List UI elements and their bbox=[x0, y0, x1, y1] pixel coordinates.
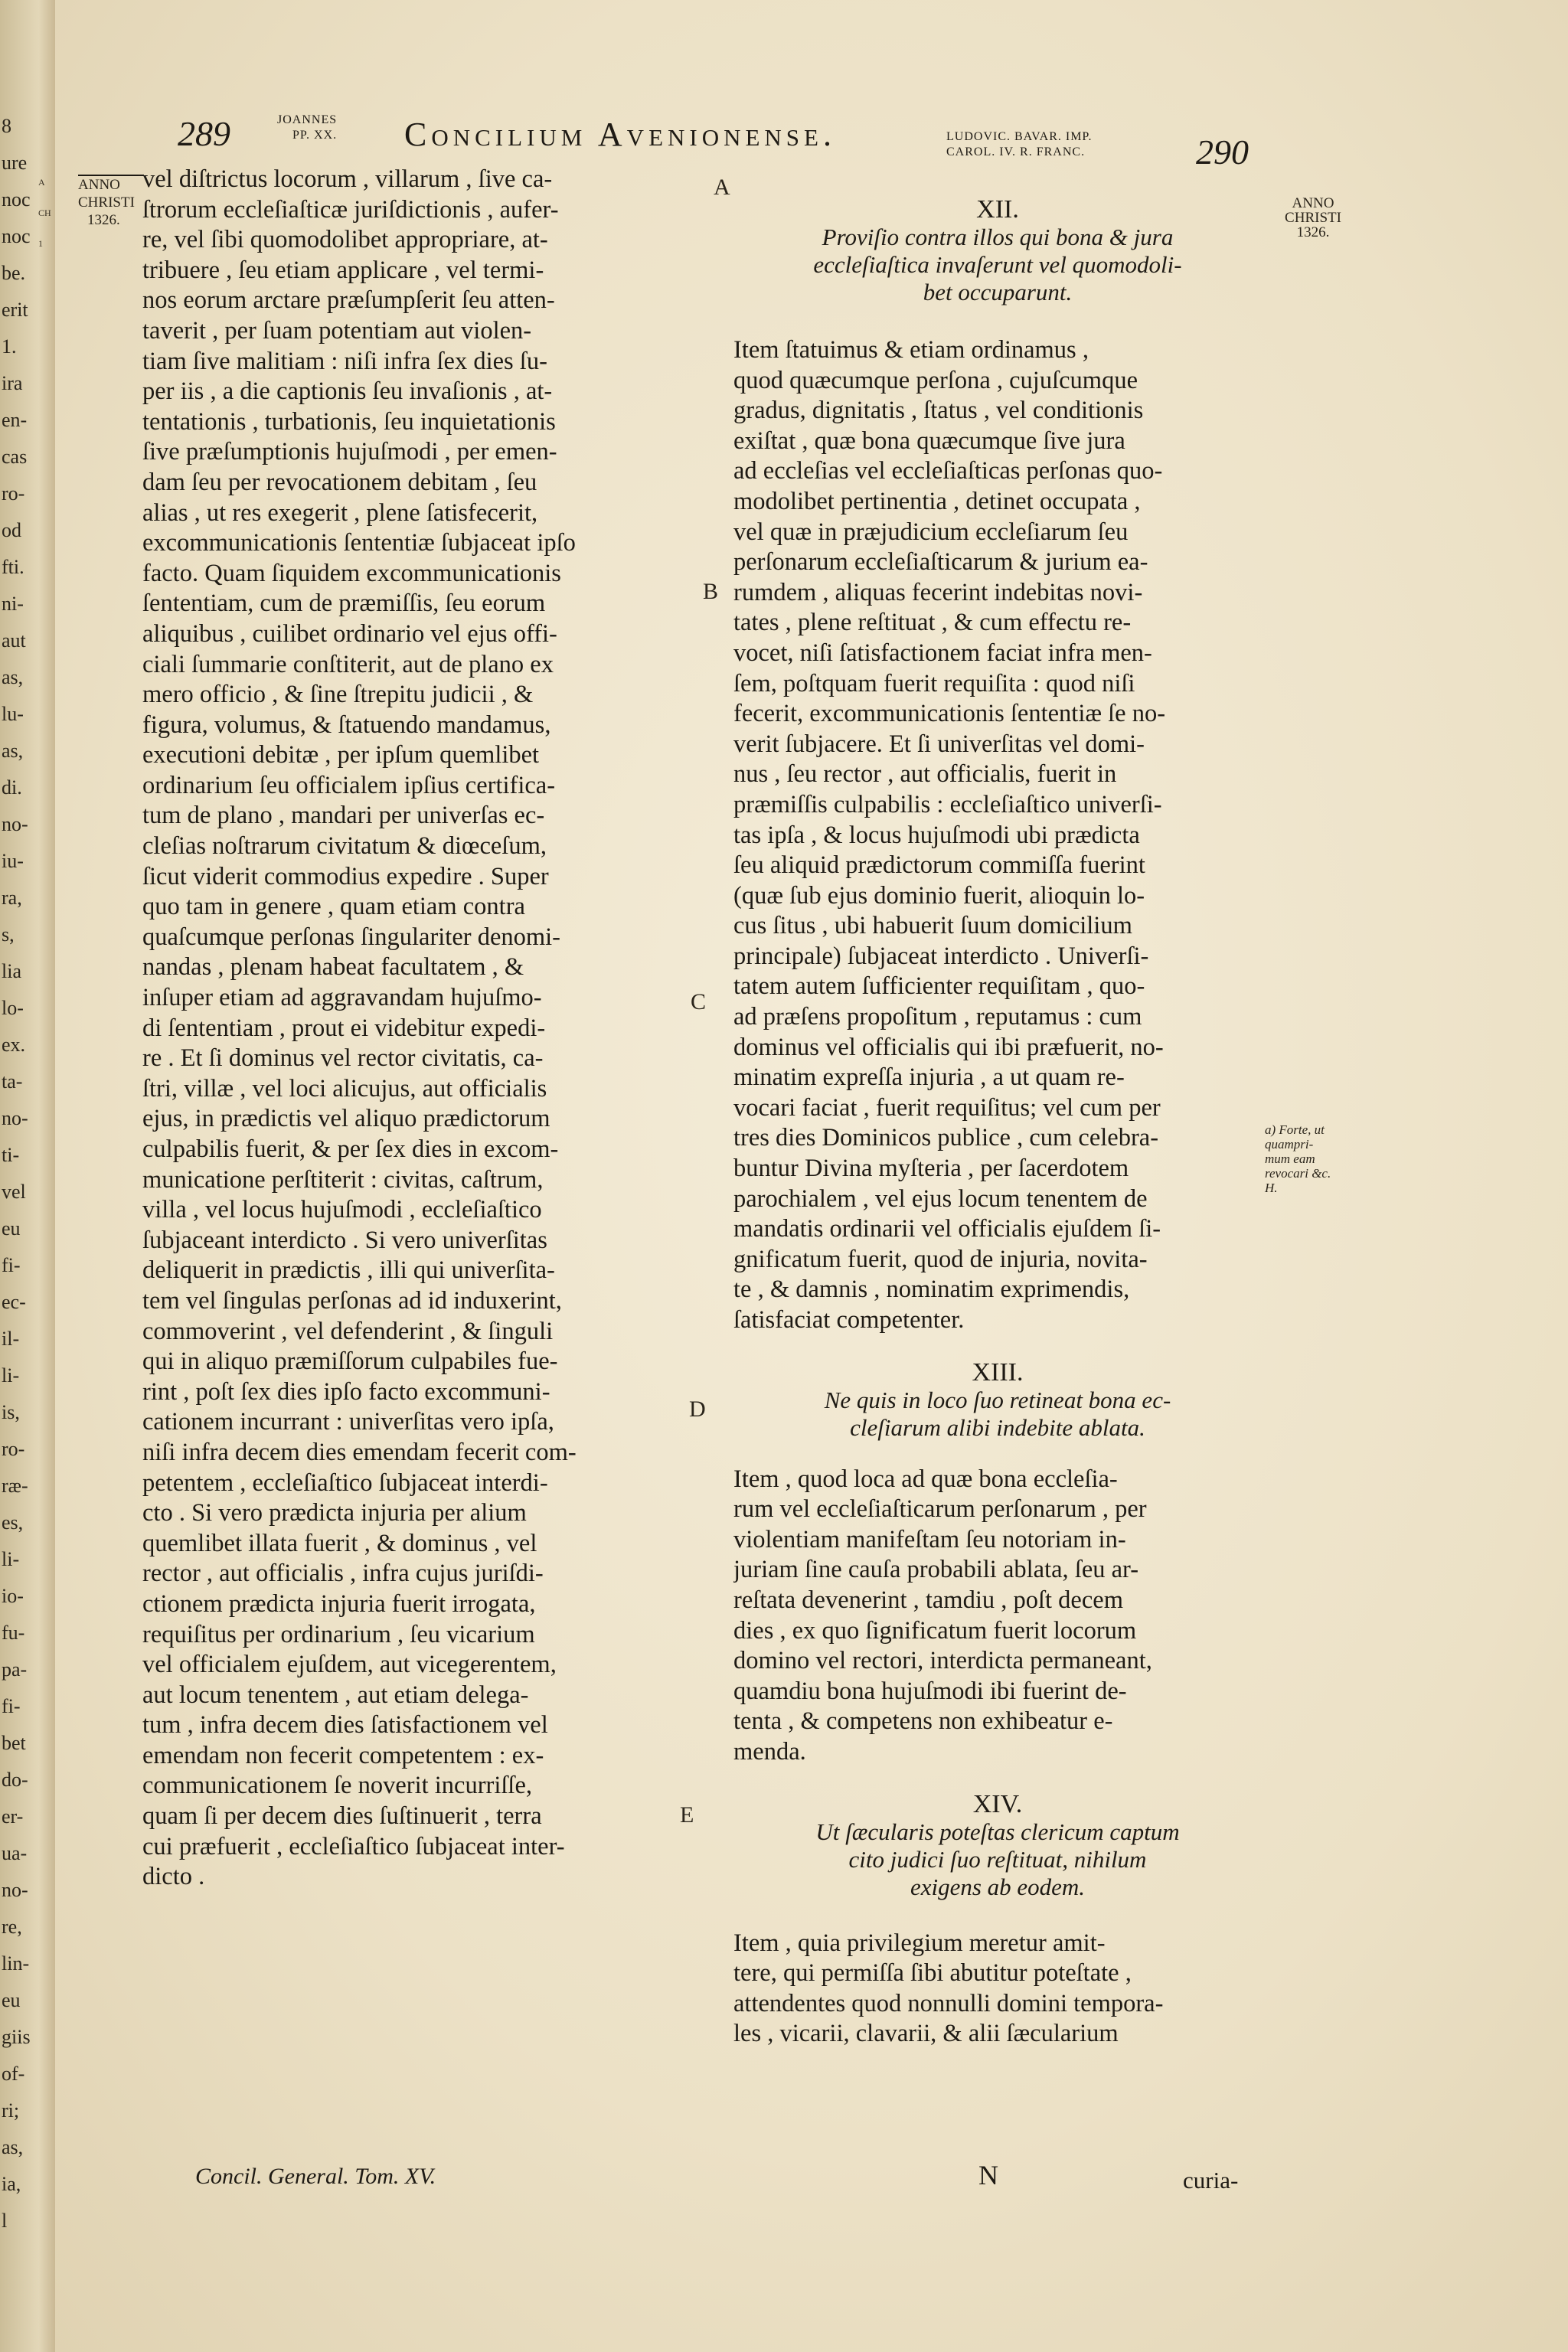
text-line: (quæ ſub ejus dominio fuerit, alioquin lo- bbox=[733, 881, 1145, 910]
gutter-fragment: vel bbox=[2, 1181, 26, 1203]
text-line: requiſitus per ordinarium , ſeu vicarium bbox=[142, 1620, 535, 1648]
text-line: ciali ſummarie conſtiterit, aut de plano ex bbox=[142, 650, 554, 678]
left-page-number: 289 bbox=[178, 114, 230, 153]
section-12-body bbox=[733, 335, 1262, 1336]
right-anno: ANNO bbox=[1292, 195, 1334, 211]
text-line: tres dies Dominicos publice , cum celebra- bbox=[733, 1124, 1159, 1152]
gutter-fragment: fi- bbox=[2, 1254, 21, 1276]
right-christi: CHRISTI bbox=[1285, 210, 1341, 226]
text-line: gradus, dignitatis , ſtatus , vel conditionis bbox=[733, 397, 1144, 425]
gutter-fragment: ec- bbox=[2, 1291, 26, 1313]
heading-line: bet occuparunt. bbox=[923, 279, 1073, 305]
text-line: emendam non fecerit competentem : ex- bbox=[142, 1741, 544, 1769]
section-13-heading bbox=[733, 1359, 1262, 1442]
gutter-fragment: li- bbox=[2, 1364, 20, 1387]
text-line: cus ſitus , ubi habuerit ſuum domicilium bbox=[733, 912, 1132, 940]
text-line: minatim expreſſa injuria , a ut quam re- bbox=[733, 1063, 1125, 1092]
text-line: exiſtat , quæ bona quæcumque ſive jura bbox=[733, 426, 1125, 455]
text-line: quemlibet illata fuerit , & dominus , vel bbox=[142, 1529, 537, 1557]
text-line: quaſcumque perſonas ſingulariter denomi- bbox=[142, 923, 561, 951]
text-line: quam ſi per decem dies ſuſtinuerit , terra bbox=[142, 1802, 542, 1831]
text-line: ſtrorum eccleſiaſticæ juriſdictionis , aufer- bbox=[142, 195, 559, 224]
gutter-fragment: 8 bbox=[2, 115, 11, 137]
heading-line: exigens ab eodem. bbox=[910, 1873, 1086, 1900]
gutter-fragment: ta- bbox=[2, 1070, 23, 1093]
text-line: cationem incurrant : univerſitas vero ipſa, bbox=[142, 1408, 554, 1436]
catchword: curia- bbox=[1183, 2167, 1239, 2194]
text-line: attendentes quod nonnulli domini tempora- bbox=[733, 1989, 1164, 2017]
gutter-fragment: no- bbox=[2, 1879, 28, 1901]
gutter-fragment: as, bbox=[2, 740, 24, 762]
text-line: vocari faciat , fuerit requiſitus; vel cum per bbox=[733, 1093, 1161, 1122]
gutter-fragment: be. bbox=[2, 262, 26, 284]
gutter-fragment: as, bbox=[2, 666, 24, 688]
gutter-fragment: noc bbox=[2, 188, 31, 211]
text-line: rumdem , aliquas fecerint indebitas novi- bbox=[733, 578, 1143, 606]
text-line: aliquibus , cuilibet ordinario vel ejus offi- bbox=[142, 619, 557, 648]
text-line: ſive præſumptionis hujuſmodi , per emen- bbox=[142, 438, 557, 466]
left-margin-date bbox=[78, 175, 144, 227]
text-line: municatione perſtiterit : civitas, caſtrum, bbox=[142, 1165, 544, 1194]
text-line: niſi infra decem dies emendam fecerit com- bbox=[142, 1438, 577, 1466]
gutter-fragment: do- bbox=[2, 1769, 28, 1791]
section-12-heading bbox=[733, 196, 1262, 306]
pope-name: JOANNES bbox=[277, 113, 338, 126]
gutter-fragment: 1. bbox=[2, 335, 17, 358]
gutter-fragment: giis bbox=[2, 2026, 31, 2048]
text-line: menda. bbox=[733, 1737, 806, 1766]
text-line: mero officio , & ſine ſtrepitu judicii , & bbox=[142, 681, 534, 709]
gutter-fragment: erit bbox=[2, 299, 28, 321]
text-line: qui in aliquo præmiſſorum culpabiles fue- bbox=[142, 1348, 558, 1376]
right-margin-date bbox=[1271, 196, 1355, 240]
left-year: 1326. bbox=[87, 212, 120, 228]
text-line: rector , aut officialis , infra cujus juriſdi- bbox=[142, 1560, 544, 1588]
gutter-fragment: ia, bbox=[2, 2173, 21, 2195]
heading-line: Ne quis in loco ſuo retineat bona ec- bbox=[824, 1386, 1171, 1413]
text-line: vel officialem ejuſdem, aut vicegerentem, bbox=[142, 1651, 557, 1679]
section-12-title bbox=[733, 224, 1262, 306]
ruler-line-2: CAROL. IV. R. FRANC. bbox=[946, 145, 1086, 158]
signature-mark: N bbox=[978, 2160, 998, 2190]
text-line: juriam ſine cauſa probabili ablata, ſeu ar- bbox=[733, 1556, 1139, 1584]
text-line: per iis , a die captionis ſeu invaſionis , at- bbox=[142, 377, 553, 406]
section-13-title bbox=[733, 1387, 1262, 1442]
text-line: alias , ut res exegerit , plene ſatisfecerit, bbox=[142, 498, 538, 527]
gutter-fragment: re, bbox=[2, 1916, 22, 1938]
gutter-fragment: fi- bbox=[2, 1695, 21, 1717]
gutter-fragment: no- bbox=[2, 1107, 28, 1129]
text-line: dominus vel officialis qui ibi præfuerit, no- bbox=[733, 1033, 1164, 1061]
text-line: dam ſeu per revocationem debitam , ſeu bbox=[142, 468, 537, 496]
text-line: mandatis ordinarii vel officialis ejuſdem ſi- bbox=[733, 1215, 1161, 1243]
gutter-fragment: ex. bbox=[2, 1034, 26, 1056]
gutter-fragment: eu bbox=[2, 1989, 21, 2011]
gutter-fragment: ure bbox=[2, 152, 28, 174]
text-line: ſeu aliquid prædictorum commiſſa fuerint bbox=[733, 851, 1145, 880]
section-letter-c: C bbox=[691, 989, 707, 1014]
text-line: dies , ex quo ſignificatum fuerit locorum bbox=[733, 1616, 1137, 1645]
text-line: re . Et ſi dominus vel rector civitatis, ca- bbox=[142, 1044, 544, 1073]
section-14-body bbox=[733, 1929, 1262, 2050]
text-line: communicationem ſe noverit incurriſſe, bbox=[142, 1772, 533, 1800]
gutter-fragment: noc bbox=[2, 225, 31, 247]
text-line: rint , poſt ſex dies ipſo facto excommuni- bbox=[142, 1377, 550, 1406]
text-line: ſubjaceant interdicto . Si vero univerſitas bbox=[142, 1226, 547, 1254]
text-line: commoverint , vel defenderint , & ſinguli bbox=[142, 1317, 554, 1345]
text-line: ſententiam, cum de præmiſſis, ſeu eorum bbox=[142, 590, 546, 618]
text-line: cleſias noſtrarum civitatum & diœceſum, bbox=[142, 832, 547, 861]
adjacent-page-gutter bbox=[0, 0, 55, 2352]
text-line: inſuper etiam ad aggravandam hujuſmo- bbox=[142, 984, 542, 1012]
heading-line: cleſiarum alibi indebite ablata. bbox=[850, 1413, 1145, 1441]
text-line: petentem , eccleſiaſtico ſubjaceat interdi- bbox=[142, 1468, 548, 1497]
text-line: parochialem , vel ejus locum tenentem de bbox=[733, 1184, 1148, 1213]
gutter-fragment: od bbox=[2, 519, 21, 541]
gutter-fragment: ti- bbox=[2, 1144, 20, 1166]
text-line: tem vel ſingulas perſonas ad id induxerint, bbox=[142, 1286, 562, 1315]
text-line: tenta , & competens non exhibeatur e- bbox=[733, 1707, 1113, 1736]
volume-footer: Concil. General. Tom. XV. bbox=[195, 2164, 436, 2189]
gutter-fragment: no- bbox=[2, 813, 28, 835]
text-line: quamdiu bona hujuſmodi ibi fuerint de- bbox=[733, 1677, 1127, 1705]
text-line: nos eorum arctare præſumpſerit ſeu atten- bbox=[142, 286, 555, 315]
footnote-line: H. bbox=[1265, 1181, 1278, 1195]
text-line: tum , infra decem dies ſatisfactionem vel bbox=[142, 1711, 548, 1740]
heading-line: Proviſio contra illos qui bona & jura bbox=[822, 224, 1174, 250]
text-line: cui præfuerit , eccleſiaſtico ſubjaceat inter- bbox=[142, 1832, 565, 1860]
gutter-fragment: cas bbox=[2, 446, 28, 468]
text-line: perſonarum eccleſiaſticarum & jurium ea- bbox=[733, 548, 1148, 577]
text-line: buntur Divina myſteria , per ſacerdotem bbox=[733, 1155, 1129, 1183]
text-line: dicto . bbox=[142, 1863, 205, 1891]
gutter-fragment: lo- bbox=[2, 997, 24, 1019]
gutter-fragment: lu- bbox=[2, 703, 24, 725]
gutter-fragment: s, bbox=[2, 923, 15, 946]
text-line: deliquerit in prædictis , illi qui univerſita- bbox=[142, 1256, 555, 1285]
gutter-fragment: iu- bbox=[2, 850, 24, 872]
text-line: Item ſtatuimus & etiam ordinamus , bbox=[733, 336, 1089, 364]
text-line: vocet, niſi ſatisfactionem faciat infra men- bbox=[733, 639, 1152, 667]
text-line: tas ipſa , & locus hujuſmodi ubi prædicta bbox=[733, 821, 1140, 849]
gutter-fragment: fti. bbox=[2, 556, 24, 578]
right-year: 1326. bbox=[1296, 224, 1330, 240]
gutter-fragment: ri; bbox=[2, 2099, 20, 2122]
text-line: les , vicarii, clavarii, & alii ſæcularium bbox=[733, 2020, 1119, 2048]
gutter-note-fragment: CH bbox=[38, 207, 51, 218]
gutter-fragment: aut bbox=[2, 629, 26, 652]
text-line: Item , quod loca ad quæ bona eccleſia- bbox=[733, 1465, 1118, 1493]
text-line: quo tam in genere , quam etiam contra bbox=[142, 893, 525, 921]
text-line: ſatisfaciat competenter. bbox=[733, 1306, 965, 1334]
text-line: cto . Si vero prædicta injuria per alium bbox=[142, 1499, 527, 1527]
text-line: villa , vel locus hujuſmodi , eccleſiaſtico bbox=[142, 1196, 542, 1224]
text-line: rum vel eccleſiaſticarum perſonarum , per bbox=[733, 1495, 1147, 1524]
text-line: ordinarium ſeu officialem ipſius certifica- bbox=[142, 771, 556, 799]
text-line: modolibet pertinentia , detinet occupata , bbox=[733, 487, 1141, 515]
footnote-line: a) Forte, ut bbox=[1265, 1122, 1325, 1137]
page-header bbox=[0, 113, 1568, 172]
text-line: tiam ſive malitiam : niſi infra ſex dies ſu- bbox=[142, 347, 547, 375]
text-line: nandas , plenam habeat facultatem , & bbox=[142, 953, 524, 982]
section-letter-a: A bbox=[714, 175, 730, 200]
running-title: Concilium Avenionense. bbox=[404, 116, 836, 153]
footnote-line: mum eam bbox=[1265, 1152, 1315, 1166]
text-line: vel diſtrictus locorum , villarum , ſive ca- bbox=[142, 165, 553, 193]
left-text-column bbox=[142, 165, 678, 1893]
text-line: executioni debitæ , per ipſum quemlibet bbox=[142, 741, 540, 769]
text-line: ad præſens propoſitum , reputamus : cum bbox=[733, 1003, 1142, 1031]
gutter-fragment: il- bbox=[2, 1328, 20, 1350]
gutter-fragment: pa- bbox=[2, 1658, 28, 1681]
text-line: aut locum tenentem , aut etiam delega- bbox=[142, 1681, 529, 1709]
section-13-body bbox=[733, 1465, 1262, 1768]
section-14-title bbox=[733, 1818, 1262, 1901]
pope-number: PP. XX. bbox=[292, 129, 338, 142]
text-line: quod quæcumque perſona , cujuſcumque bbox=[733, 366, 1138, 394]
text-line: taverit , per ſuam potentiam aut violen- bbox=[142, 316, 532, 345]
text-line: tere, qui permiſſa ſibi abutitur poteſtate , bbox=[733, 1959, 1132, 1988]
text-line: tribuere , ſeu etiam applicare , vel termi- bbox=[142, 256, 544, 284]
footnote-line: revocari &c. bbox=[1265, 1166, 1331, 1181]
gutter-fragment: lin- bbox=[2, 1952, 30, 1975]
text-line: fecerit, excommunicationis ſententiæ ſe no- bbox=[733, 700, 1166, 728]
gutter-fragment: ni- bbox=[2, 593, 24, 615]
gutter-fragment: bet bbox=[2, 1732, 26, 1754]
text-line: ejus, in prædictis vel aliquo prædictorum bbox=[142, 1105, 550, 1133]
right-text-column bbox=[733, 196, 1262, 2050]
text-line: gnificatum fuerit, quod de injuria, novita- bbox=[733, 1245, 1148, 1273]
right-page-number: 290 bbox=[1196, 132, 1249, 172]
gutter-fragment: as, bbox=[2, 2136, 24, 2158]
text-line: excommunicationis ſententiæ ſubjaceat ipſo bbox=[142, 529, 576, 557]
text-line: tatem autem ſufficienter requiſitam , quo- bbox=[733, 972, 1145, 1001]
gutter-fragment: ræ- bbox=[2, 1475, 28, 1497]
text-line: ctionem prædicta injuria fuerit irrogata, bbox=[142, 1589, 536, 1618]
heading-line: eccleſiaſtica invaſerunt vel quomodoli- bbox=[813, 251, 1182, 278]
gutter-fragment: is, bbox=[2, 1401, 20, 1423]
text-line: domino vel rectori, interdicta permaneant, bbox=[733, 1647, 1152, 1675]
text-line: figura, volumus, & ſtatuendo mandamus, bbox=[142, 710, 551, 739]
text-line: vel quæ in præjudicium eccleſiarum ſeu bbox=[733, 518, 1129, 546]
gutter-fragment: ra, bbox=[2, 887, 22, 909]
text-line: verit ſubjacere. Et ſi univerſitas vel domi- bbox=[733, 730, 1145, 758]
section-letter-e: E bbox=[680, 1802, 694, 1828]
left-christi: CHRISTI bbox=[78, 194, 135, 211]
gutter-note-fragment: 1 bbox=[38, 238, 43, 249]
text-line: culpabilis fuerit, & per ſex dies in excom- bbox=[142, 1135, 559, 1163]
text-line: reſtata devenerint , tamdiu , poſt decem bbox=[733, 1586, 1123, 1614]
gutter-fragment: er- bbox=[2, 1805, 24, 1828]
text-line: ad eccleſias vel eccleſiaſticas perſonas quo- bbox=[733, 457, 1163, 485]
gutter-fragment: fu- bbox=[2, 1622, 25, 1644]
gutter-fragment: li- bbox=[2, 1548, 20, 1570]
margin-footnote bbox=[1265, 1122, 1364, 1195]
text-line: violentiam manifeſtam ſeu notoriam in- bbox=[733, 1525, 1126, 1553]
text-line: ſtri, villæ , vel loci alicujus, aut officialis bbox=[142, 1074, 547, 1102]
gutter-fragment: io- bbox=[2, 1585, 24, 1607]
gutter-fragment: ro- bbox=[2, 1438, 25, 1460]
text-line: ſicut viderit commodius expedire . Super bbox=[142, 862, 549, 890]
text-line: facto. Quam ſiquidem excommunicationis bbox=[142, 559, 561, 587]
gutter-fragment: en- bbox=[2, 409, 28, 431]
ruler-line-1: LUDOVIC. BAVAR. IMP. bbox=[946, 130, 1093, 143]
section-12-number: XII. bbox=[976, 195, 1019, 224]
section-14-heading bbox=[733, 1791, 1262, 1901]
gutter-fragment: es, bbox=[2, 1511, 24, 1534]
gutter-fragment: eu bbox=[2, 1217, 21, 1240]
text-line: re, vel ſibi quomodolibet appropriare, at- bbox=[142, 226, 548, 254]
section-letter-d: D bbox=[689, 1396, 706, 1422]
text-line: tum de plano , mandari per univerſas ec- bbox=[142, 802, 545, 830]
text-line: te , & damnis , nominatim exprimendis, bbox=[733, 1276, 1130, 1304]
text-line: Item , quia privilegium meretur amit- bbox=[733, 1929, 1106, 1957]
gutter-fragment: ro- bbox=[2, 482, 25, 505]
heading-line: Ut ſæcularis poteſtas clericum captum bbox=[815, 1818, 1180, 1845]
gutter-fragment: di. bbox=[2, 776, 22, 799]
text-line: ſem, poſtquam fuerit requiſita : quod niſi bbox=[733, 669, 1135, 697]
heading-line: cito judici ſuo reſtituat, nihilum bbox=[848, 1845, 1147, 1873]
section-14-number: XIV. bbox=[972, 1789, 1023, 1818]
gutter-fragment: lia bbox=[2, 960, 21, 982]
gutter-note-fragment: A bbox=[38, 177, 45, 188]
text-line: principale) ſubjaceat interdicto . Univerſi- bbox=[733, 942, 1149, 970]
gutter-fragment: ua- bbox=[2, 1842, 28, 1864]
gutter-fragment: ira bbox=[2, 372, 23, 394]
section-13-number: XIII. bbox=[972, 1357, 1024, 1387]
left-anno: ANNO bbox=[78, 177, 120, 193]
text-line: nus , ſeu rector , aut officialis, fuerit in bbox=[733, 760, 1117, 789]
section-letter-b: B bbox=[703, 579, 719, 604]
footnote-line: quampri- bbox=[1265, 1137, 1314, 1152]
text-line: di ſententiam , prout ei videbitur expedi- bbox=[142, 1014, 546, 1042]
text-line: tates , plene reſtituat , & cum effectu re- bbox=[733, 609, 1132, 637]
gutter-fragment: of- bbox=[2, 2063, 25, 2085]
text-line: tentationis , turbationis, ſeu inquietationis bbox=[142, 407, 556, 436]
text-line: præmiſſis culpabilis : eccleſiaſtico univerſi- bbox=[733, 790, 1162, 818]
gutter-fragment: l bbox=[2, 2210, 8, 2232]
